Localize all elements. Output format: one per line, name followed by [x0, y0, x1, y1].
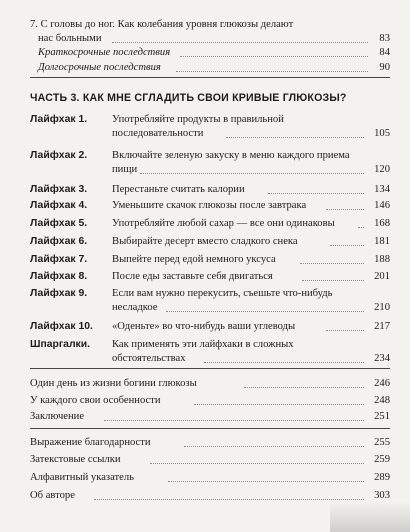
lifehack-label: Лайфхак 5.: [30, 218, 88, 229]
toc-page-number: 246: [374, 378, 390, 389]
lifehack-title: Перестаньте считать калории: [112, 184, 245, 195]
toc-page-number: 255: [374, 437, 390, 448]
lifehack-title: «Оденьте» во что-нибудь ваши углеводы: [112, 321, 296, 332]
section-divider: [30, 77, 390, 78]
toc-page-number: 289: [374, 472, 390, 483]
toc-page-number: 120: [374, 164, 390, 175]
toc-leader: [168, 481, 364, 482]
toc-entry-label: Один день из жизни богини глюкозы: [30, 378, 197, 389]
cheatsheet-title-cont: обстоятельствах: [112, 353, 186, 364]
toc-leader: [104, 420, 364, 421]
toc-page-number: 168: [374, 218, 390, 229]
toc-page-number: 105: [374, 128, 390, 139]
toc-page-number: 248: [374, 395, 390, 406]
toc-leader: [184, 446, 364, 447]
toc-leader: [176, 71, 368, 72]
lifehack-title: Уменьшите скачок глюкозы после завтрака: [112, 200, 307, 211]
toc-page-number: 146: [374, 200, 390, 211]
toc-page-number: 217: [374, 321, 390, 332]
toc-leader: [226, 137, 364, 138]
toc-page-number: 134: [374, 184, 390, 195]
toc-entry-label: Об авторе: [30, 490, 75, 501]
lifehack-label: Лайфхак 10.: [30, 321, 93, 332]
toc-entry-label: У каждого свои особенности: [30, 395, 161, 406]
lifehack-title: Если вам нужно перекусить, съешьте что-нибудь: [112, 288, 333, 299]
toc-page-number: 210: [374, 302, 390, 313]
lifehack-label: Лайфхак 2.: [30, 150, 88, 161]
toc-leader: [94, 499, 364, 500]
toc-leader: [140, 173, 364, 174]
toc-leader: [166, 311, 364, 312]
toc-page-number: 303: [374, 490, 390, 501]
cheatsheet-title: Как применять эти лайфхаки в сложных: [112, 339, 294, 350]
lifehack-label: Лайфхак 4.: [30, 200, 88, 211]
lifehack-title: Употребляйте продукты в правильной: [112, 114, 284, 125]
toc-leader: [326, 209, 364, 210]
toc-leader: [302, 280, 364, 281]
toc-page-number: 259: [374, 454, 390, 465]
toc-leader: [358, 227, 364, 228]
toc-page-number: 201: [374, 271, 390, 282]
page-edge-shadow: [330, 502, 410, 532]
section-divider: [30, 368, 390, 369]
toc-leader: [204, 362, 364, 363]
toc-entry-label: Затекстовые ссылки: [30, 454, 121, 465]
toc-leader: [150, 463, 364, 464]
lifehack-title: Включайте зеленую закуску в меню каждого приема: [112, 150, 350, 161]
lifehack-label: Лайфхак 3.: [30, 184, 88, 195]
toc-page-number: 181: [374, 236, 390, 247]
toc-page-number: 83: [379, 33, 390, 44]
lifehack-label: Лайфхак 7.: [30, 254, 88, 265]
toc-chapter-7-title: 7. С головы до ног. Как колебания уровня глюкозы делают: [30, 19, 294, 30]
part-3-heading: ЧАСТЬ 3. КАК МНЕ СГЛАДИТЬ СВОИ КРИВЫЕ ГЛЮКОЗЫ?: [30, 92, 347, 104]
cheatsheet-label: Шпаргалки.: [30, 339, 91, 350]
toc-leader: [330, 245, 364, 246]
toc-entry-label: Выражение благодарности: [30, 437, 151, 448]
toc-leader: [180, 56, 368, 57]
toc-entry-label: Алфавитный указатель: [30, 472, 134, 483]
toc-chapter-7-title-cont: нас больными: [38, 33, 102, 44]
toc-page-number: 234: [374, 353, 390, 364]
lifehack-title: После еды заставьте себя двигаться: [112, 271, 273, 282]
lifehack-title-cont: пищи: [112, 164, 138, 175]
toc-page-number: 251: [374, 411, 390, 422]
lifehack-label: Лайфхак 9.: [30, 288, 88, 299]
toc-page-number: 84: [379, 47, 390, 58]
toc-leader: [194, 404, 364, 405]
lifehack-title: Выпейте перед едой немного уксуса: [112, 254, 276, 265]
toc-page-number: 90: [379, 62, 390, 73]
toc-leader: [300, 263, 364, 264]
toc-leader: [112, 42, 368, 43]
lifehack-title-cont: несладкое: [112, 302, 158, 313]
toc-leader: [244, 387, 364, 388]
lifehack-title-cont: последовательности: [112, 128, 204, 139]
lifehack-label: Лайфхак 1.: [30, 114, 88, 125]
lifehack-title: Выбирайте десерт вместо сладкого снека: [112, 236, 298, 247]
toc-entry-label: Долгосрочные последствия: [38, 62, 161, 73]
toc-leader: [268, 193, 364, 194]
toc-leader: [326, 330, 364, 331]
lifehack-title: Употребляйте любой сахар — все они одинаковы: [112, 218, 335, 229]
section-divider: [30, 428, 390, 429]
toc-page-number: 188: [374, 254, 390, 265]
toc-entry-label: Заключение: [30, 411, 85, 422]
lifehack-label: Лайфхак 8.: [30, 271, 88, 282]
lifehack-label: Лайфхак 6.: [30, 236, 88, 247]
toc-entry-label: Краткосрочные последствия: [38, 47, 171, 58]
